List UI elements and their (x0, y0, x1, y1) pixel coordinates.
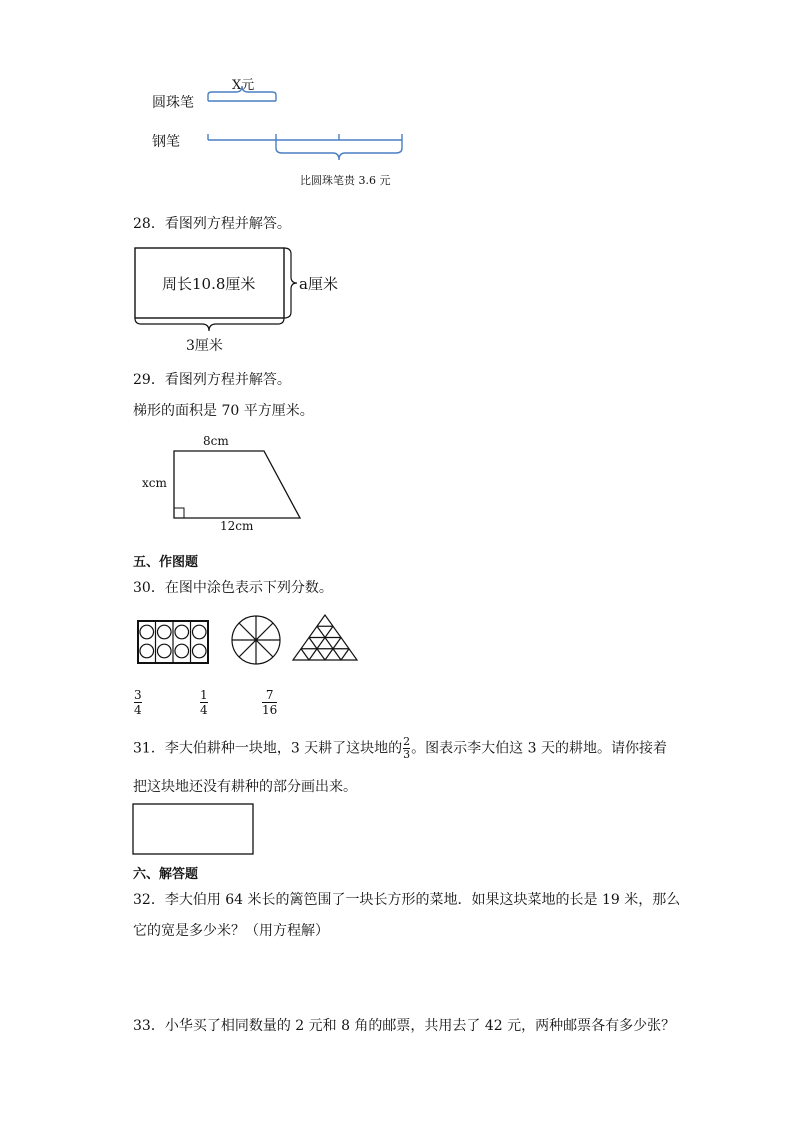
fraction-numerator: 2 (403, 735, 411, 748)
question-32-line1: 32．李大伯用 64 米长的篱笆围了一块长方形的菜地．如果这块菜地的长是 19 米，那么 (133, 892, 681, 908)
trapezoid-area-text: 梯形的面积是 70 平方厘米。 (133, 403, 314, 419)
fraction-denominator: 16 (262, 703, 278, 717)
section-title-answers: 六、解答题 (133, 867, 199, 882)
fraction-numerator: 3 (134, 688, 142, 702)
section-title-drawing: 五、作图题 (133, 555, 199, 570)
label-3-cm: 3厘米 (186, 338, 223, 354)
label-a-cm: a厘米 (299, 275, 338, 293)
question-31-line2: 把这块地还没有耕种的部分画出来。 (133, 779, 357, 795)
label-xcm: xcm (142, 476, 167, 490)
label-perimeter: 周长10.8厘米 (162, 275, 256, 293)
question-33: 33．小华买了相同数量的 2 元和 8 角的邮票，共用去了 42 元，两种邮票各有多少张？ (133, 1018, 676, 1034)
question-28: 28．看图列方程并解答。 (133, 216, 291, 232)
fraction-numerator: 1 (200, 688, 208, 702)
label-x-yuan: X元 (232, 78, 255, 93)
fraction-denominator: 3 (403, 748, 411, 761)
fraction-denominator: 4 (200, 703, 208, 717)
label-12cm: 12cm (220, 519, 254, 533)
question-32-line2: 它的宽是多少米？（用方程解） (133, 923, 329, 939)
label-ballpoint-pen: 圆珠笔 (152, 95, 194, 111)
question-29: 29．看图列方程并解答。 (133, 372, 291, 388)
label-fountain-pen: 钢笔 (152, 134, 180, 150)
label-more-expensive: 比圆珠笔贵 3.6 元 (300, 174, 391, 187)
question-31-text-b: 。图表示李大伯这 3 天的耕地。请你接着 (411, 740, 667, 757)
fraction-numerator: 7 (265, 688, 274, 702)
label-8cm: 8cm (203, 434, 229, 448)
question-31-text-a: 31．李大伯耕种一块地，3 天耕了这块地的 (133, 740, 403, 757)
question-30: 30．在图中涂色表示下列分数。 (133, 580, 333, 596)
fraction-denominator: 4 (134, 703, 142, 717)
